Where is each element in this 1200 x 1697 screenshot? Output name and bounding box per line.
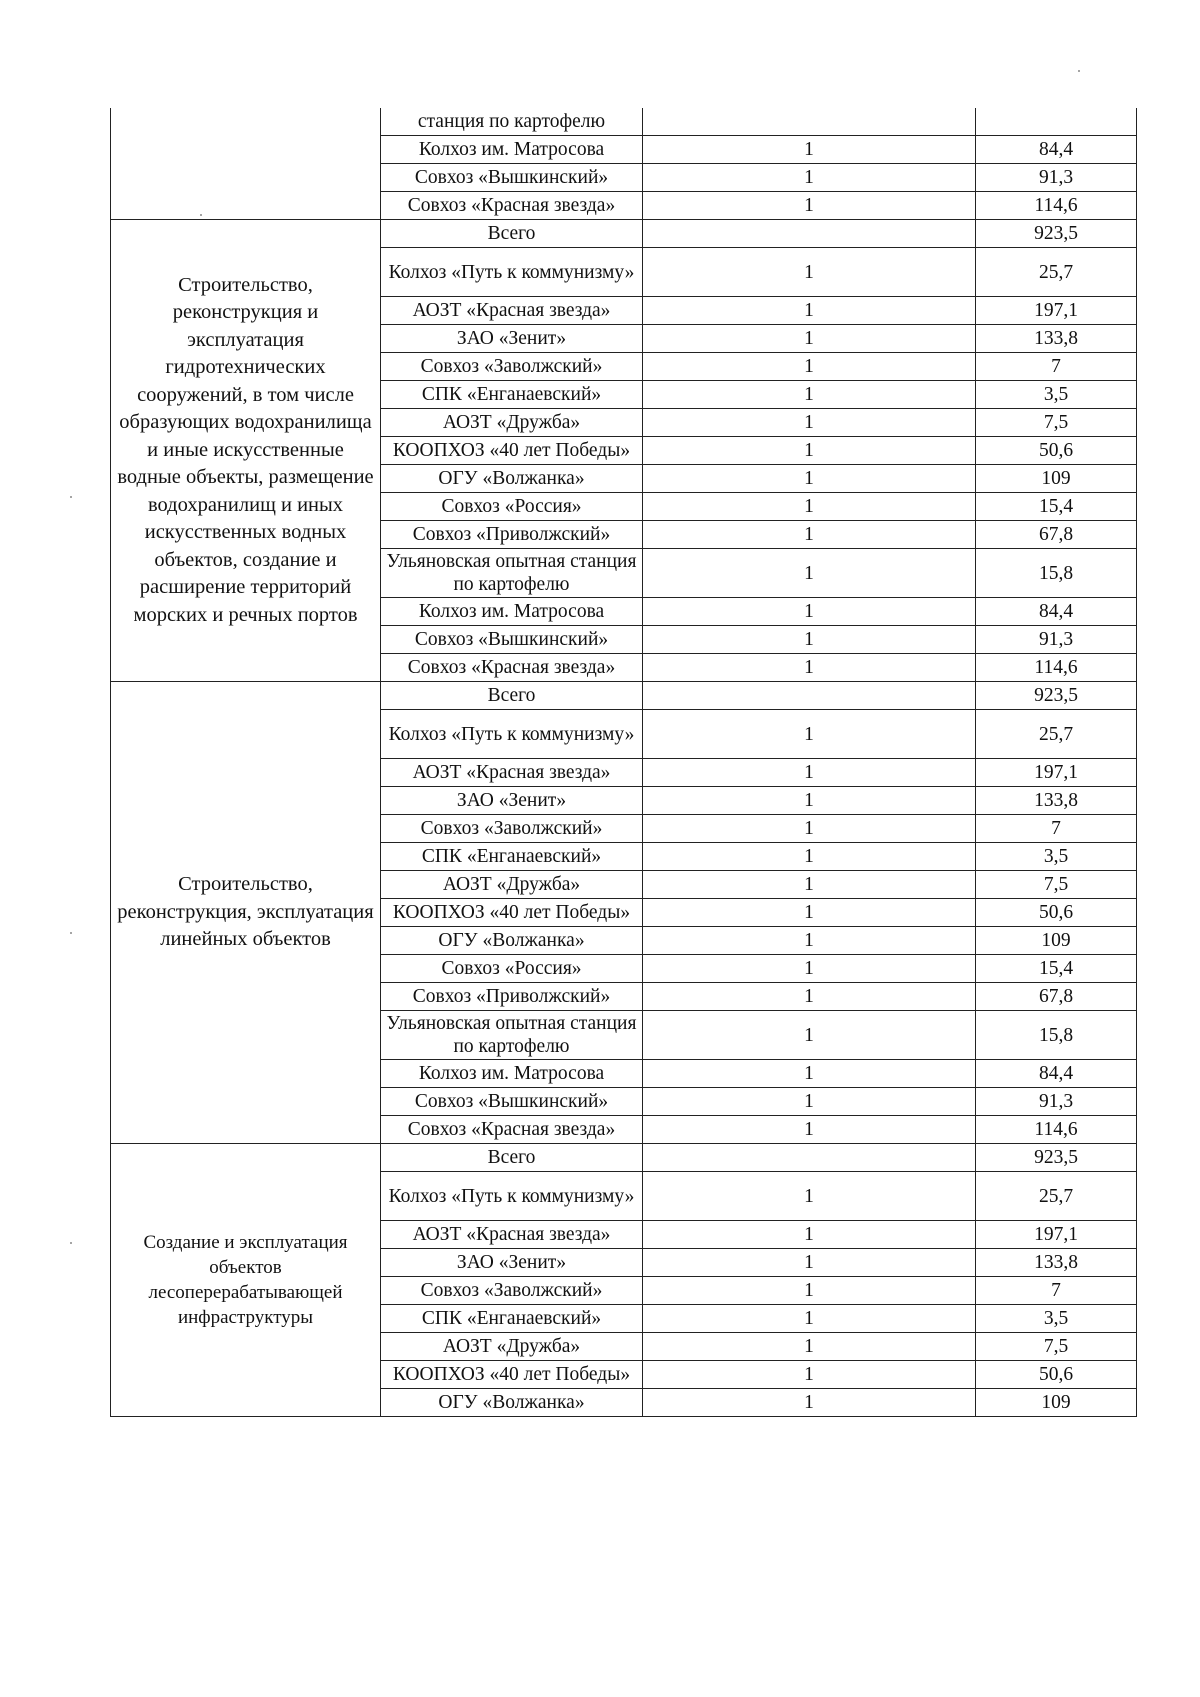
area-value-cell: 133,8 bbox=[976, 325, 1137, 353]
area-value-cell: 25,7 bbox=[976, 1172, 1137, 1221]
area-value-cell: 91,3 bbox=[976, 1088, 1137, 1116]
area-value-cell: 84,4 bbox=[976, 136, 1137, 164]
farm-name-cell: Совхоз «Заволжский» bbox=[381, 353, 643, 381]
area-value-cell: 197,1 bbox=[976, 1221, 1137, 1249]
plot-count-cell: 1 bbox=[643, 493, 976, 521]
area-value-cell: 15,8 bbox=[976, 1011, 1137, 1060]
plot-count-cell: 1 bbox=[643, 1389, 976, 1417]
area-value-cell: 109 bbox=[976, 465, 1137, 493]
area-value-cell: 7,5 bbox=[976, 1333, 1137, 1361]
plot-count-cell: 1 bbox=[643, 297, 976, 325]
plot-count-cell: 1 bbox=[643, 871, 976, 899]
plot-count-cell bbox=[643, 682, 976, 710]
area-value-cell: 91,3 bbox=[976, 164, 1137, 192]
area-value-cell: 923,5 bbox=[976, 682, 1137, 710]
area-value-cell: 50,6 bbox=[976, 899, 1137, 927]
area-value-cell: 133,8 bbox=[976, 787, 1137, 815]
farm-name-cell: Колхоз им. Матросова bbox=[381, 136, 643, 164]
area-value-cell: 7,5 bbox=[976, 871, 1137, 899]
section-category: Строительство, реконструкция и эксплуатация гидротехнических сооружений, в том числе образующих водохранилища и иные искусственные водные объекты, размещение водохранилищ и иных искусственных водных объектов, создание и расширение территорий морских и речных портов bbox=[111, 220, 381, 682]
farm-name-cell: Всего bbox=[381, 1144, 643, 1172]
area-value-cell: 3,5 bbox=[976, 843, 1137, 871]
farm-name-cell: СПК «Енганаевский» bbox=[381, 381, 643, 409]
area-value-cell: 84,4 bbox=[976, 1060, 1137, 1088]
area-value-cell: 923,5 bbox=[976, 1144, 1137, 1172]
plot-count-cell: 1 bbox=[643, 626, 976, 654]
plot-count-cell: 1 bbox=[643, 815, 976, 843]
farm-name-cell: ОГУ «Волжанка» bbox=[381, 465, 643, 493]
area-value-cell: 15,4 bbox=[976, 493, 1137, 521]
area-value-cell: 67,8 bbox=[976, 521, 1137, 549]
farm-name-cell: Совхоз «Красная звезда» bbox=[381, 654, 643, 682]
farm-name-cell: Совхоз «Вышкинский» bbox=[381, 1088, 643, 1116]
farm-name-cell: Колхоз «Путь к коммунизму» bbox=[381, 1172, 643, 1221]
plot-count-cell: 1 bbox=[643, 1361, 976, 1389]
area-value-cell: 91,3 bbox=[976, 626, 1137, 654]
plot-count-cell bbox=[643, 108, 976, 136]
section-category bbox=[111, 108, 381, 220]
area-value-cell: 3,5 bbox=[976, 1305, 1137, 1333]
area-value-cell bbox=[976, 108, 1137, 136]
plot-count-cell: 1 bbox=[643, 437, 976, 465]
area-value-cell: 114,6 bbox=[976, 1116, 1137, 1144]
plot-count-cell: 1 bbox=[643, 521, 976, 549]
plot-count-cell: 1 bbox=[643, 409, 976, 437]
area-value-cell: 15,4 bbox=[976, 955, 1137, 983]
scan-speck bbox=[1078, 70, 1080, 72]
plot-count-cell: 1 bbox=[643, 899, 976, 927]
scan-speck bbox=[70, 1242, 72, 1244]
plot-count-cell: 1 bbox=[643, 927, 976, 955]
area-value-cell: 3,5 bbox=[976, 381, 1137, 409]
area-value-cell: 7 bbox=[976, 815, 1137, 843]
area-value-cell: 109 bbox=[976, 927, 1137, 955]
section-category: Строительство, реконструкция, эксплуатация линейных объектов bbox=[111, 682, 381, 1144]
plot-count-cell: 1 bbox=[643, 325, 976, 353]
plot-count-cell: 1 bbox=[643, 598, 976, 626]
farm-name-cell: Совхоз «Россия» bbox=[381, 955, 643, 983]
farm-name-cell: АОЗТ «Красная звезда» bbox=[381, 297, 643, 325]
farm-name-cell: Совхоз «Приволжский» bbox=[381, 521, 643, 549]
farm-name-cell: Ульяновская опытная станция по картофелю bbox=[381, 1011, 643, 1060]
area-value-cell: 25,7 bbox=[976, 710, 1137, 759]
plot-count-cell bbox=[643, 220, 976, 248]
table-body bbox=[111, 108, 1137, 1417]
plot-count-cell: 1 bbox=[643, 955, 976, 983]
farm-name-cell: Совхоз «Вышкинский» bbox=[381, 164, 643, 192]
farm-name-cell: Колхоз «Путь к коммунизму» bbox=[381, 248, 643, 297]
farm-name-cell: АОЗТ «Дружба» bbox=[381, 1333, 643, 1361]
plot-count-cell: 1 bbox=[643, 759, 976, 787]
farm-name-cell: Совхоз «Вышкинский» bbox=[381, 626, 643, 654]
plot-count-cell: 1 bbox=[643, 1249, 976, 1277]
plot-count-cell: 1 bbox=[643, 381, 976, 409]
area-value-cell: 197,1 bbox=[976, 759, 1137, 787]
farm-name-cell: ЗАО «Зенит» bbox=[381, 1249, 643, 1277]
area-value-cell: 133,8 bbox=[976, 1249, 1137, 1277]
table-row bbox=[111, 682, 1137, 710]
farm-name-cell: Ульяновская опытная станция по картофелю bbox=[381, 549, 643, 598]
farm-name-cell: Совхоз «Красная звезда» bbox=[381, 192, 643, 220]
area-value-cell: 114,6 bbox=[976, 192, 1137, 220]
area-value-cell: 67,8 bbox=[976, 983, 1137, 1011]
scan-speck bbox=[70, 496, 72, 498]
plot-count-cell: 1 bbox=[643, 983, 976, 1011]
land-allocation-table bbox=[110, 108, 1137, 1417]
plot-count-cell: 1 bbox=[643, 192, 976, 220]
plot-count-cell: 1 bbox=[643, 1305, 976, 1333]
farm-name-cell: Колхоз «Путь к коммунизму» bbox=[381, 710, 643, 759]
area-value-cell: 197,1 bbox=[976, 297, 1137, 325]
table-row bbox=[111, 1144, 1137, 1172]
area-value-cell: 7,5 bbox=[976, 409, 1137, 437]
farm-name-cell: СПК «Енганаевский» bbox=[381, 1305, 643, 1333]
plot-count-cell: 1 bbox=[643, 549, 976, 598]
area-value-cell: 114,6 bbox=[976, 654, 1137, 682]
farm-name-cell: СПК «Енганаевский» bbox=[381, 843, 643, 871]
area-value-cell: 15,8 bbox=[976, 549, 1137, 598]
plot-count-cell: 1 bbox=[643, 164, 976, 192]
farm-name-cell: ОГУ «Волжанка» bbox=[381, 927, 643, 955]
farm-name-cell: Всего bbox=[381, 682, 643, 710]
plot-count-cell: 1 bbox=[643, 1088, 976, 1116]
plot-count-cell: 1 bbox=[643, 1116, 976, 1144]
farm-name-cell: АОЗТ «Красная звезда» bbox=[381, 1221, 643, 1249]
plot-count-cell: 1 bbox=[643, 787, 976, 815]
plot-count-cell: 1 bbox=[643, 248, 976, 297]
area-value-cell: 25,7 bbox=[976, 248, 1137, 297]
area-value-cell: 923,5 bbox=[976, 220, 1137, 248]
plot-count-cell: 1 bbox=[643, 465, 976, 493]
farm-name-cell: Всего bbox=[381, 220, 643, 248]
farm-name-cell: ОГУ «Волжанка» bbox=[381, 1389, 643, 1417]
plot-count-cell: 1 bbox=[643, 1277, 976, 1305]
plot-count-cell: 1 bbox=[643, 1172, 976, 1221]
scan-speck bbox=[70, 932, 72, 934]
area-value-cell: 7 bbox=[976, 1277, 1137, 1305]
farm-name-cell: Колхоз им. Матросова bbox=[381, 1060, 643, 1088]
farm-name-cell: АОЗТ «Дружба» bbox=[381, 409, 643, 437]
plot-count-cell: 1 bbox=[643, 710, 976, 759]
plot-count-cell: 1 bbox=[643, 843, 976, 871]
area-value-cell: 7 bbox=[976, 353, 1137, 381]
farm-name-cell: Совхоз «Красная звезда» bbox=[381, 1116, 643, 1144]
farm-name-cell: Совхоз «Заволжский» bbox=[381, 815, 643, 843]
farm-name-cell: станция по картофелю bbox=[381, 108, 643, 136]
area-value-cell: 50,6 bbox=[976, 1361, 1137, 1389]
farm-name-cell: Совхоз «Заволжский» bbox=[381, 1277, 643, 1305]
plot-count-cell: 1 bbox=[643, 353, 976, 381]
table-row bbox=[111, 220, 1137, 248]
farm-name-cell: КООПХОЗ «40 лет Победы» bbox=[381, 1361, 643, 1389]
farm-name-cell: АОЗТ «Дружба» bbox=[381, 871, 643, 899]
plot-count-cell: 1 bbox=[643, 1011, 976, 1060]
plot-count-cell: 1 bbox=[643, 1060, 976, 1088]
table-row bbox=[111, 108, 1137, 136]
farm-name-cell: ЗАО «Зенит» bbox=[381, 787, 643, 815]
area-value-cell: 109 bbox=[976, 1389, 1137, 1417]
farm-name-cell: Совхоз «Россия» bbox=[381, 493, 643, 521]
area-value-cell: 84,4 bbox=[976, 598, 1137, 626]
plot-count-cell bbox=[643, 1144, 976, 1172]
section-category: Создание и эксплуатация объектов лесоперерабатывающей инфраструктуры bbox=[111, 1144, 381, 1417]
plot-count-cell: 1 bbox=[643, 654, 976, 682]
farm-name-cell: Совхоз «Приволжский» bbox=[381, 983, 643, 1011]
plot-count-cell: 1 bbox=[643, 1221, 976, 1249]
plot-count-cell: 1 bbox=[643, 136, 976, 164]
farm-name-cell: АОЗТ «Красная звезда» bbox=[381, 759, 643, 787]
plot-count-cell: 1 bbox=[643, 1333, 976, 1361]
farm-name-cell: Колхоз им. Матросова bbox=[381, 598, 643, 626]
farm-name-cell: ЗАО «Зенит» bbox=[381, 325, 643, 353]
area-value-cell: 50,6 bbox=[976, 437, 1137, 465]
farm-name-cell: КООПХОЗ «40 лет Победы» bbox=[381, 899, 643, 927]
farm-name-cell: КООПХОЗ «40 лет Победы» bbox=[381, 437, 643, 465]
